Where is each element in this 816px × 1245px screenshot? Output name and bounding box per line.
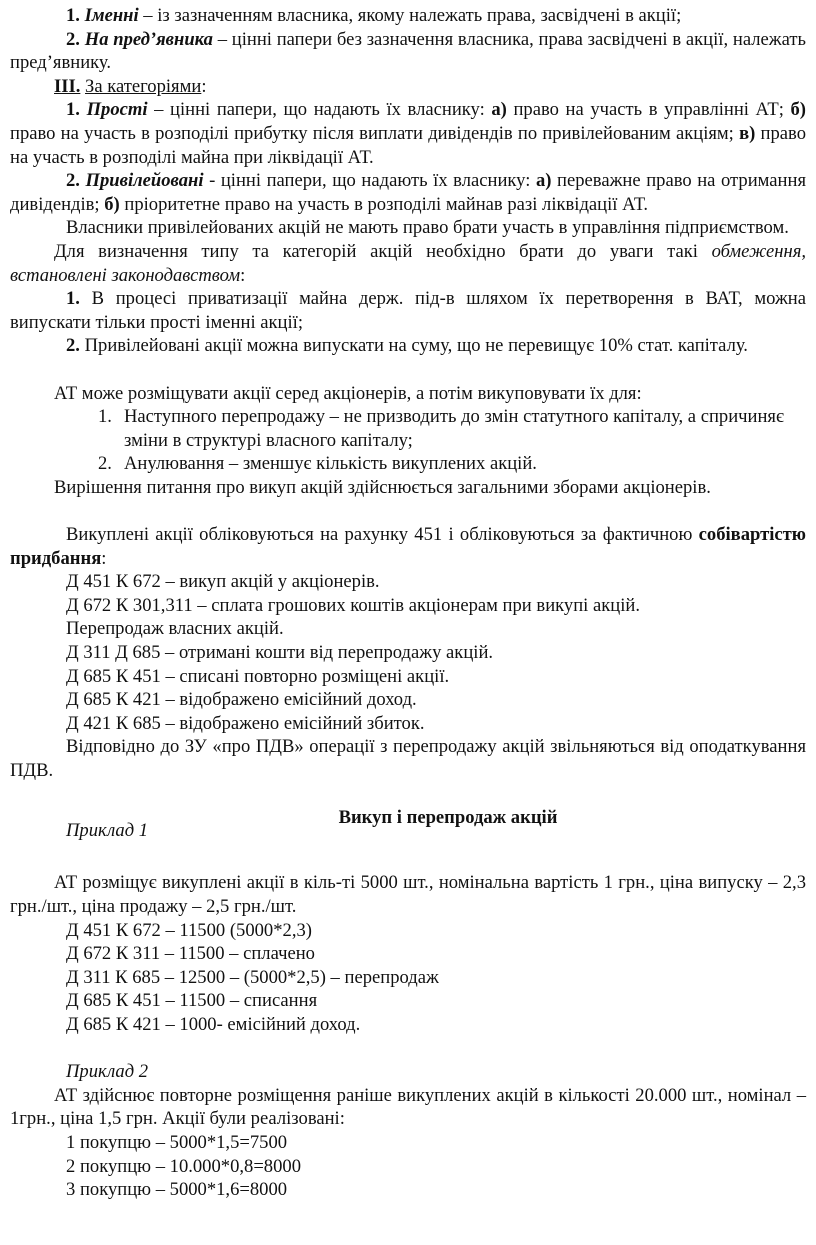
restriction-2: 2. Привілейовані акції можна випускати на суму, що не перевищує 10% стат. капіталу. [66,335,748,357]
example-1-entry: Д 451 К 672 – 11500 (5000*2,3) [66,919,312,941]
accounting-entry: Д 685 К 421 – відображено емісійний доход. [66,689,417,711]
buyback-intro: АТ може розміщувати акції серед акціонерів, а потім викуповувати їх для: [54,382,642,404]
accounting-entry: Д 685 К 451 – списані повторно розміщені акції. [66,665,450,687]
section-title: Викуп і перепродаж акцій [338,807,558,829]
example-1-entry: Д 685 К 421 – 1000- емісійний доход. [66,1013,361,1035]
term-bearer: На пред’явника [84,28,213,50]
item-number: 2. [66,28,80,50]
term-simple: Прості [86,99,148,121]
example-1-entry: Д 311 К 685 – 12500 – (5000*2,5) – перепродаж [66,966,439,988]
accounting-entry: Д 451 К 672 – викуп акцій у акціонерів. [66,571,380,593]
example-2-label: Приклад 2 [66,1061,149,1083]
section-number: ІІІ. [54,75,81,97]
example-1-text: АТ розміщує викуплені акції в кіль-ті 5000 шт., номінальна вартість 1 грн., ціна випуску – 2,3 грн./шт., ціна продажу – 2,5 грн./шт. [10,872,806,917]
accounting-intro: Викуплені акції обліковуються на рахунку 451 і обліковуються за фактичною собівартістю придбання: [10,524,806,569]
accounting-entry: Перепродаж власних акцій. [66,618,284,640]
section-heading-row [10,806,806,842]
list-item: 1. Наступного перепродажу – не призводить до змін статутного капіталу, а спричиняє зміни в структурі власного капіталу; [98,406,784,451]
bearer-shares-paragraph: 2. На пред’явника – цінні папери без зазначення власника, права засвідчені в акції, належать пред’явнику. [10,28,807,74]
accounting-entry: Д 311 Д 685 – отримані кошти від перепродажу акцій. [66,642,494,664]
example-2-entry: 1 покупцю – 5000*1,5=7500 [66,1131,288,1153]
list-item: 2. Анулювання – зменшує кількість викуплених акцій. [98,453,537,475]
vat-paragraph: Відповідно до ЗУ «про ПДВ» операції з перепродажу акцій звільняються від оподаткування ПДВ. [10,736,806,781]
example-2-text: АТ здійснює повторне розміщення раніше викуплених акцій в кількості 20.000 шт., номінал – 1грн., ціна 1,5 грн. Акції були реалізовані: [10,1084,806,1130]
example-1-entry: Д 685 К 451 – 11500 – списання [66,990,318,1012]
term-preferred: Привілейовані [85,170,204,192]
example-2-entry: 2 покупцю – 10.000*0,8=8000 [66,1155,301,1177]
categories-label: За категоріями [85,75,202,97]
named-shares-paragraph: 1. Іменні – із зазначенням власника, якому належать права, засвідчені в акції; [66,5,682,26]
example-2-entry: 3 покупцю – 5000*1,6=8000 [66,1179,288,1201]
restriction-1: 1. В процесі приватизації майна держ. під-в шляхом їх перетворення в ВАТ, можна випускати тільки прості іменні акції; [10,288,806,333]
accounting-entry: Д 421 К 685 – відображено емісійний збиток. [66,712,425,734]
buyback-decision: Вирішення питання про викуп акцій здійснюється загальними зборами акціонерів. [54,476,711,498]
term-named: Іменні [84,5,139,26]
accounting-entry: Д 672 К 301,311 – сплата грошових коштів акціонерам при викупі акцій. [66,594,640,616]
item-number: 1. [66,5,80,26]
categories-heading: ІІІ. За категоріями: [54,75,207,97]
restrictions-intro: Для визначення типу та категорій акцій необхідно брати до уваги такі обмеження, встановлені законодавством: [10,240,806,286]
buyback-purpose-list [10,405,806,476]
preferred-shares-paragraph: 2. Привілейовані - цінні папери, що надають їх власнику: а) переважне право на отримання дивідендів; б) пріоритетне право на участь в розподілі майнав разі ліквідації АТ. [10,170,806,215]
simple-shares-paragraph: 1. Прості – цінні папери, що надають їх власнику: а) право на участь в управлінні АТ; б) право на участь в розподілі прибутку після виплати дивідендів по привілейованим акціям; в) право на участь в розподілі майна при ліквідації АТ. [10,99,806,168]
preferred-owners-paragraph: Власники привілейованих акцій не мають право брати участь в управління підприємством. [66,217,789,239]
example-1-entry: Д 672 К 311 – 11500 – сплачено [66,943,315,965]
example-1-label: Приклад 1 [66,820,149,842]
